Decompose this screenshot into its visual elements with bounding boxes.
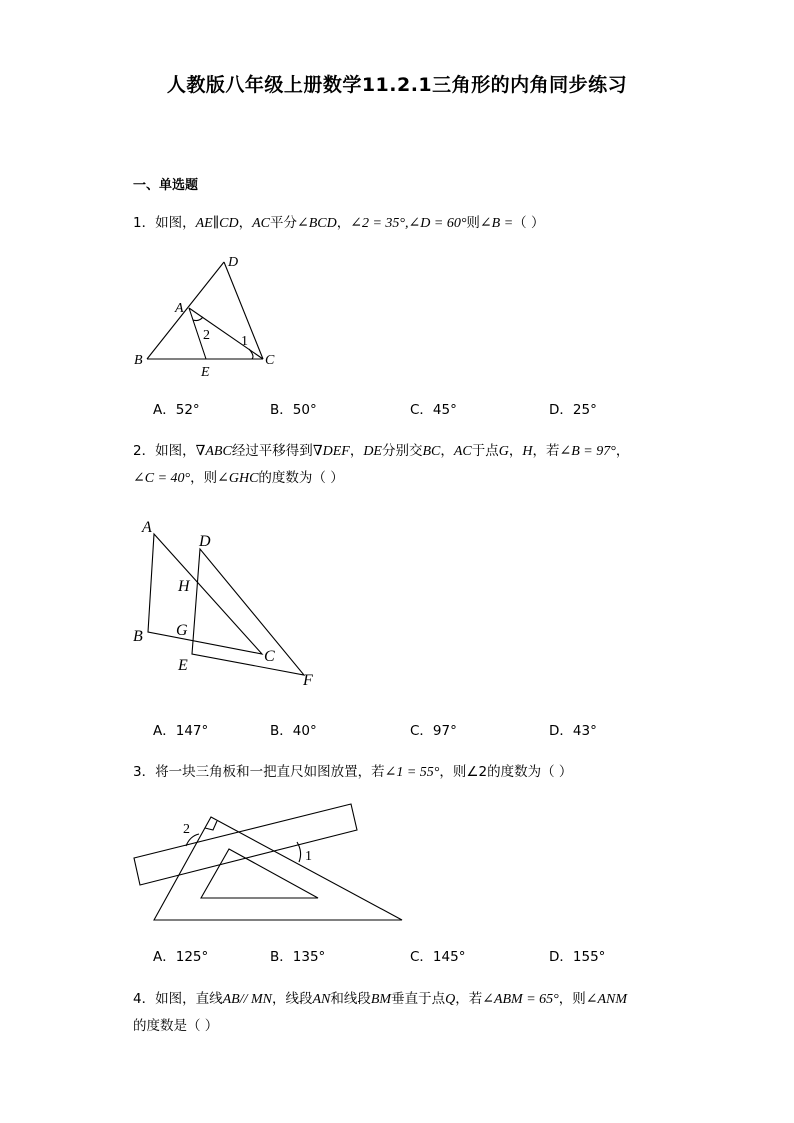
math-expr: BC bbox=[422, 444, 441, 459]
option-a[interactable]: A．125° bbox=[153, 949, 209, 965]
option-c[interactable]: C．97° bbox=[410, 723, 457, 739]
question-text: ， bbox=[336, 215, 351, 231]
math-expr: ∠ANM bbox=[585, 992, 628, 1007]
math-expr: ∠C = 40° bbox=[133, 471, 191, 486]
question-text: （ ） bbox=[513, 215, 545, 231]
question-text: ， bbox=[440, 443, 454, 459]
math-expr: AB// MN bbox=[222, 992, 272, 1007]
math-expr: ∇ABC bbox=[195, 444, 232, 459]
option-c[interactable]: C．45° bbox=[410, 402, 457, 418]
label-a: A bbox=[142, 519, 152, 536]
math-expr: BM bbox=[370, 992, 392, 1007]
question-text: 则 bbox=[466, 215, 480, 231]
math-expr: Q bbox=[445, 992, 456, 1007]
question-text: 和线段 bbox=[330, 991, 371, 1007]
question-text: ，则∠2的度数为（ ） bbox=[439, 764, 573, 780]
math-expr: ∠1 = 55° bbox=[384, 765, 440, 780]
question-number: 3． bbox=[133, 764, 156, 780]
ruler[interactable] bbox=[134, 804, 357, 885]
label-e: E bbox=[201, 365, 210, 380]
question-text: 经过平移得到 bbox=[231, 443, 313, 459]
question-text: 如图， bbox=[155, 215, 196, 231]
question-text: 的度数是（ ） bbox=[133, 1018, 219, 1034]
triangle-outer bbox=[154, 817, 402, 920]
label-b: B bbox=[134, 353, 143, 368]
label-angle-2: 2 bbox=[203, 328, 210, 343]
label-angle-1: 1 bbox=[305, 849, 312, 864]
math-expr: DE bbox=[363, 444, 382, 459]
math-expr: ∇DEF bbox=[312, 444, 350, 459]
math-expr: AN bbox=[312, 992, 331, 1007]
question-text: 如图，直线 bbox=[155, 991, 223, 1007]
question-text: ，若 bbox=[532, 443, 560, 459]
question-text: ， bbox=[238, 215, 253, 231]
math-expr: ∠B = 97° bbox=[559, 444, 616, 459]
math-expr: AC bbox=[453, 444, 472, 459]
label-a: A bbox=[175, 301, 184, 316]
label-angle-2: 2 bbox=[183, 822, 190, 837]
question-4-text bbox=[133, 986, 693, 1039]
label-c: C bbox=[264, 648, 275, 665]
question-text: 平分 bbox=[270, 215, 298, 231]
label-g: G bbox=[176, 622, 188, 639]
label-h: H bbox=[178, 578, 190, 595]
question-text: 垂直于点 bbox=[391, 991, 446, 1007]
math-expr: ∠GHC bbox=[217, 471, 259, 486]
question-text: 于点 bbox=[471, 443, 499, 459]
option-b[interactable]: B．40° bbox=[270, 723, 317, 739]
math-expr: G bbox=[498, 444, 509, 459]
question-text: 的度数为（ ） bbox=[258, 470, 344, 486]
question-text: 将一块三角板和一把直尺如图放置，若 bbox=[155, 764, 385, 780]
page-title: 人教版八年级上册数学11.2.1三角形的内角同步练习 bbox=[166, 74, 628, 96]
option-b[interactable]: B．135° bbox=[270, 949, 326, 965]
question-text: ， bbox=[615, 443, 630, 459]
option-d[interactable]: D．43° bbox=[549, 723, 597, 739]
math-expr: H bbox=[522, 444, 533, 459]
label-f: F bbox=[303, 672, 313, 689]
label-d: D bbox=[228, 255, 239, 270]
option-a[interactable]: A．52° bbox=[153, 402, 200, 418]
question-text: 如图， bbox=[155, 443, 196, 459]
question-text: ，线段 bbox=[271, 991, 313, 1007]
math-expr: ∠ABM = 65° bbox=[482, 992, 559, 1007]
label-angle-1: 1 bbox=[241, 334, 248, 349]
question-text: ， bbox=[508, 443, 523, 459]
question-text: ， bbox=[349, 443, 364, 459]
label-d: D bbox=[199, 533, 211, 550]
label-b: B bbox=[133, 628, 143, 645]
math-expr: ∠B = bbox=[479, 216, 514, 231]
option-d[interactable]: D．155° bbox=[549, 949, 606, 965]
option-d[interactable]: D．25° bbox=[549, 402, 597, 418]
question-number: 4． bbox=[133, 991, 156, 1007]
option-b[interactable]: B．50° bbox=[270, 402, 317, 418]
question-text: ，若 bbox=[455, 991, 483, 1007]
math-expr: ∠BCD bbox=[297, 216, 337, 231]
math-expr: ∠2 = 35°,∠D = 60° bbox=[350, 216, 467, 231]
question-number: 1． bbox=[133, 215, 156, 231]
math-expr: AC bbox=[252, 216, 271, 231]
question-text: 分别交 bbox=[381, 443, 423, 459]
label-e: E bbox=[178, 657, 188, 674]
question-text: ，则 bbox=[190, 470, 218, 486]
label-c: C bbox=[265, 353, 275, 368]
question-text: ，则 bbox=[558, 991, 586, 1007]
option-c[interactable]: C．145° bbox=[410, 949, 466, 965]
math-expr: AE∥CD bbox=[195, 216, 239, 231]
option-a[interactable]: A．147° bbox=[153, 723, 209, 739]
section-heading: 一、单选题 bbox=[133, 178, 199, 193]
question-number: 2． bbox=[133, 443, 156, 459]
